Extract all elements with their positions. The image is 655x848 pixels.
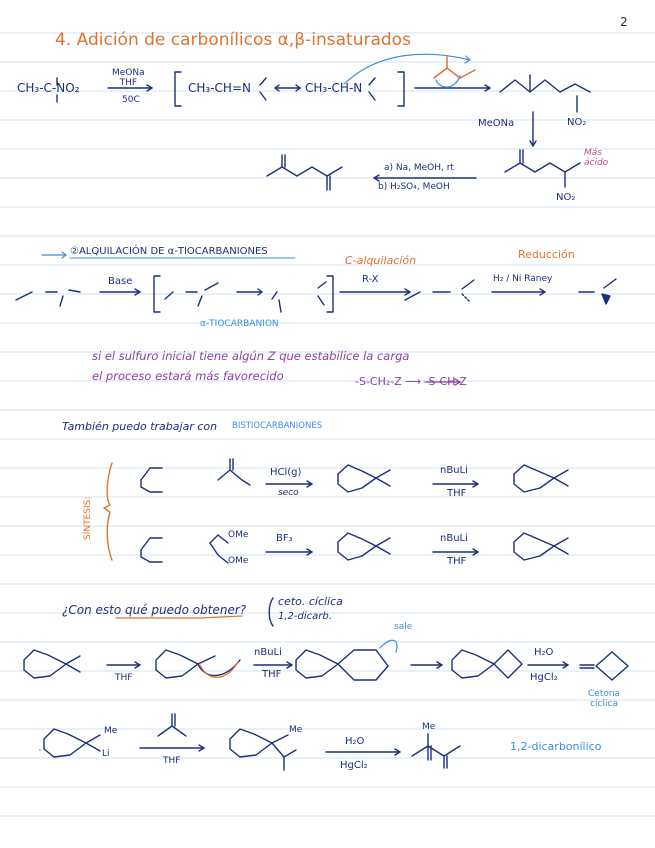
reagent-bottom: 50C	[122, 95, 140, 105]
synthesis-label: SÍNTESIS:	[83, 496, 93, 540]
subsection-heading: ②ALQUILACIÓN DE α-TIOCARBANIONES	[70, 246, 268, 257]
methyl-label: Me	[289, 725, 303, 735]
c-alkylation-label: C-alquilación	[345, 254, 417, 267]
dithiane-ring	[24, 650, 66, 678]
nitro-label: NO₂	[567, 117, 587, 128]
lithium-label: Li	[102, 749, 110, 759]
base-label: MeONa	[478, 118, 515, 129]
leaves-label: sale	[394, 622, 413, 632]
dry-label: seco	[278, 488, 299, 498]
reduction-label: Reducción	[518, 248, 575, 261]
resonance-form-1: CH₃-CH=N	[188, 81, 251, 95]
page-number: 2	[620, 15, 628, 29]
enone-chain	[434, 68, 475, 78]
mercury-chloride-label: HgCl₂	[340, 760, 368, 771]
resonance-form-2: CH₃-CH-N	[305, 81, 363, 95]
ethanedithiol	[141, 538, 162, 562]
cyclobutanone-ring	[596, 652, 628, 680]
step-a: a) Na, MeOH, rt	[384, 163, 454, 173]
note-line-1: si el sulfuro inicial tiene algún Z que estabilice la carga	[92, 349, 410, 363]
dithiane-ring	[514, 533, 554, 560]
tiocarbanion-label: α-TIOCARBANION	[200, 319, 279, 329]
option-2: 1,2-dicarb.	[278, 611, 332, 622]
dithiane-ring	[514, 465, 554, 492]
bracket-left	[175, 72, 181, 106]
note-line-2: el proceso estará más favorecido	[92, 369, 284, 383]
section-title: 4. Adición de carbonílicos α,β-insaturados	[55, 30, 411, 50]
thf-label: THF	[262, 669, 282, 680]
note-equation: -S-CH₂-Z ⟶ -S-CH-Z	[355, 375, 467, 388]
nbuli-label: nBuLi	[440, 465, 468, 476]
thf-label: THF	[115, 673, 133, 683]
cyclobutane-ring	[494, 650, 522, 678]
cyclic-ketone-label: Cetona cíclica	[588, 689, 621, 710]
acetyl-chloride	[158, 726, 186, 736]
more-acidic-label: Más ácido	[584, 148, 609, 168]
water-label: H₂O	[534, 647, 554, 658]
methyl-label: Me	[422, 722, 436, 732]
base-label: Base	[108, 276, 133, 287]
intro-highlight: BISTIOCARBANIONES	[232, 421, 323, 431]
leaving-group-arrow	[380, 640, 397, 652]
nitroketone-chain	[505, 163, 580, 172]
bf3-label: BF₃	[276, 533, 293, 544]
ethanedithiol	[141, 468, 162, 492]
thf-label: THF	[447, 488, 467, 499]
diketone-chain	[267, 167, 342, 176]
dimethoxymethane	[210, 535, 228, 543]
dithiane-ring	[338, 465, 376, 492]
bracket-right	[398, 72, 404, 106]
dithiane-ring	[44, 729, 86, 757]
hcl-label: HCl(g)	[270, 467, 302, 478]
cyclohexane-ring	[338, 650, 388, 680]
dicarbonyl-label: 1,2-dicarbonílico	[510, 740, 602, 753]
dithiane-ring	[230, 729, 272, 757]
option-1: ceto. cíclica	[278, 595, 343, 608]
reagent-top: MeONa THF	[112, 68, 145, 88]
methyl-label: Me	[104, 726, 118, 736]
brace	[104, 463, 112, 560]
question-text: ¿Con esto qué puedo obtener?	[62, 603, 247, 617]
curly-arrow	[344, 54, 470, 84]
water-label: H₂O	[345, 736, 365, 747]
intro-text: También puedo trabajar con	[62, 420, 218, 433]
curly-brace	[269, 598, 273, 626]
methoxy-label: OMe	[228, 556, 249, 566]
nbuli-label: nBuLi	[254, 647, 282, 658]
adduct-chain	[500, 80, 590, 92]
nitroethane: CH₃-C-NO₂	[17, 81, 80, 95]
dithiane-ring	[338, 533, 376, 560]
diketone-chain	[412, 746, 460, 756]
alkyl-halide-label: R-X	[362, 274, 379, 285]
thf-label: THF	[447, 556, 467, 567]
methoxy-label: OMe	[228, 530, 249, 540]
nitro-label: NO₂	[556, 192, 576, 203]
thf-label: THF	[163, 756, 181, 766]
mercury-chloride-label: HgCl₂	[530, 672, 558, 683]
step-b: b) H₂SO₄, MeOH	[378, 182, 450, 192]
raney-nickel-label: H₂ / Ni Raney	[493, 274, 553, 284]
nbuli-label: nBuLi	[440, 533, 468, 544]
aldehyde	[218, 470, 250, 485]
